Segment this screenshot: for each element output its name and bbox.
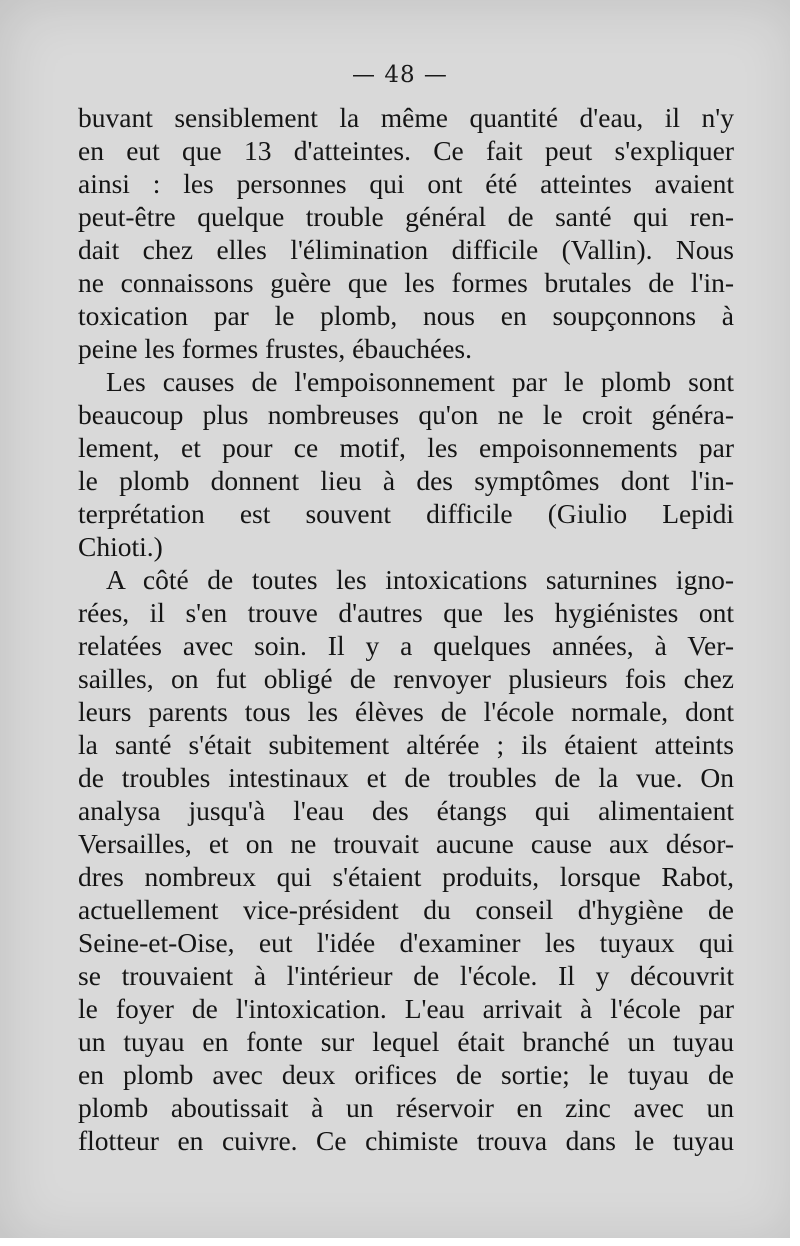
text-line: terprétation est souvent difficile (Giulio Lepidi bbox=[78, 498, 734, 529]
text-line: buvant sensiblement la même quantité d'eau, il n'y bbox=[78, 102, 734, 133]
text-line: la santé s'était subitement altérée ; ils étaient atteints bbox=[78, 729, 734, 760]
text-line: leurs parents tous les élèves de l'école normale, dont bbox=[78, 696, 734, 727]
text-line: dait chez elles l'élimination difficile (Vallin). Nous bbox=[78, 234, 734, 265]
text-line: sailles, on fut obligé de renvoyer plusieurs fois chez bbox=[78, 663, 734, 694]
text-line: se trouvaient à l'intérieur de l'école. Il y découvrit bbox=[78, 960, 734, 991]
page-margin-bottom bbox=[0, 1238, 800, 1246]
text-line: analysa jusqu'à l'eau des étangs qui alimentaient bbox=[78, 795, 734, 826]
text-line: peut-être quelque trouble général de santé qui ren- bbox=[78, 201, 734, 232]
text-line: lement, et pour ce motif, les empoisonnements par bbox=[78, 432, 734, 463]
text-line: Versailles, et on ne trouvait aucune cause aux désor- bbox=[78, 828, 734, 859]
page-margin-right bbox=[790, 0, 800, 1246]
text-line: peine les formes frustes, ébauchées. bbox=[78, 333, 473, 364]
text-line: le plomb donnent lieu à des symptômes dont l'in- bbox=[78, 465, 734, 496]
text-line: Seine-et-Oise, eut l'idée d'examiner les tuyaux qui bbox=[78, 927, 734, 958]
text-line: plomb aboutissait à un réservoir en zinc avec un bbox=[78, 1092, 734, 1123]
text-line: rées, il s'en trouve d'autres que les hygiénistes ont bbox=[78, 597, 734, 628]
page-number: — 48 — bbox=[352, 62, 448, 88]
body-text bbox=[78, 101, 734, 1157]
text-line: flotteur en cuivre. Ce chimiste trouva dans le tuyau bbox=[78, 1125, 734, 1156]
text-line: ainsi : les personnes qui ont été atteintes avaient bbox=[78, 168, 734, 199]
text-line: le foyer de l'intoxication. L'eau arrivait à l'école par bbox=[78, 993, 734, 1024]
text-line: ne connaissons guère que les formes brutales de l'in- bbox=[78, 267, 734, 298]
text-line: actuellement vice-président du conseil d'hygiène de bbox=[78, 894, 734, 925]
text-line: Les causes de l'empoisonnement par le plomb sont bbox=[106, 366, 734, 397]
text-line: relatées avec soin. Il y a quelques années, à Ver- bbox=[78, 630, 734, 661]
text-line: en eut que 13 d'atteintes. Ce fait peut s'expliquer bbox=[78, 135, 734, 166]
text-line: dres nombreux qui s'étaient produits, lorsque Rabot, bbox=[78, 861, 734, 892]
text-line: toxication par le plomb, nous en soupçonnons à bbox=[78, 300, 734, 331]
text-line: en plomb avec deux orifices de sortie; le tuyau de bbox=[78, 1059, 734, 1090]
text-line: un tuyau en fonte sur lequel était branché un tuyau bbox=[78, 1026, 734, 1057]
text-line: beaucoup plus nombreuses qu'on ne le croit généra- bbox=[78, 399, 734, 430]
text-line: Chioti.) bbox=[78, 531, 163, 562]
text-line: A côté de toutes les intoxications saturnines igno- bbox=[106, 564, 734, 595]
text-line: de troubles intestinaux et de troubles de la vue. On bbox=[78, 762, 734, 793]
